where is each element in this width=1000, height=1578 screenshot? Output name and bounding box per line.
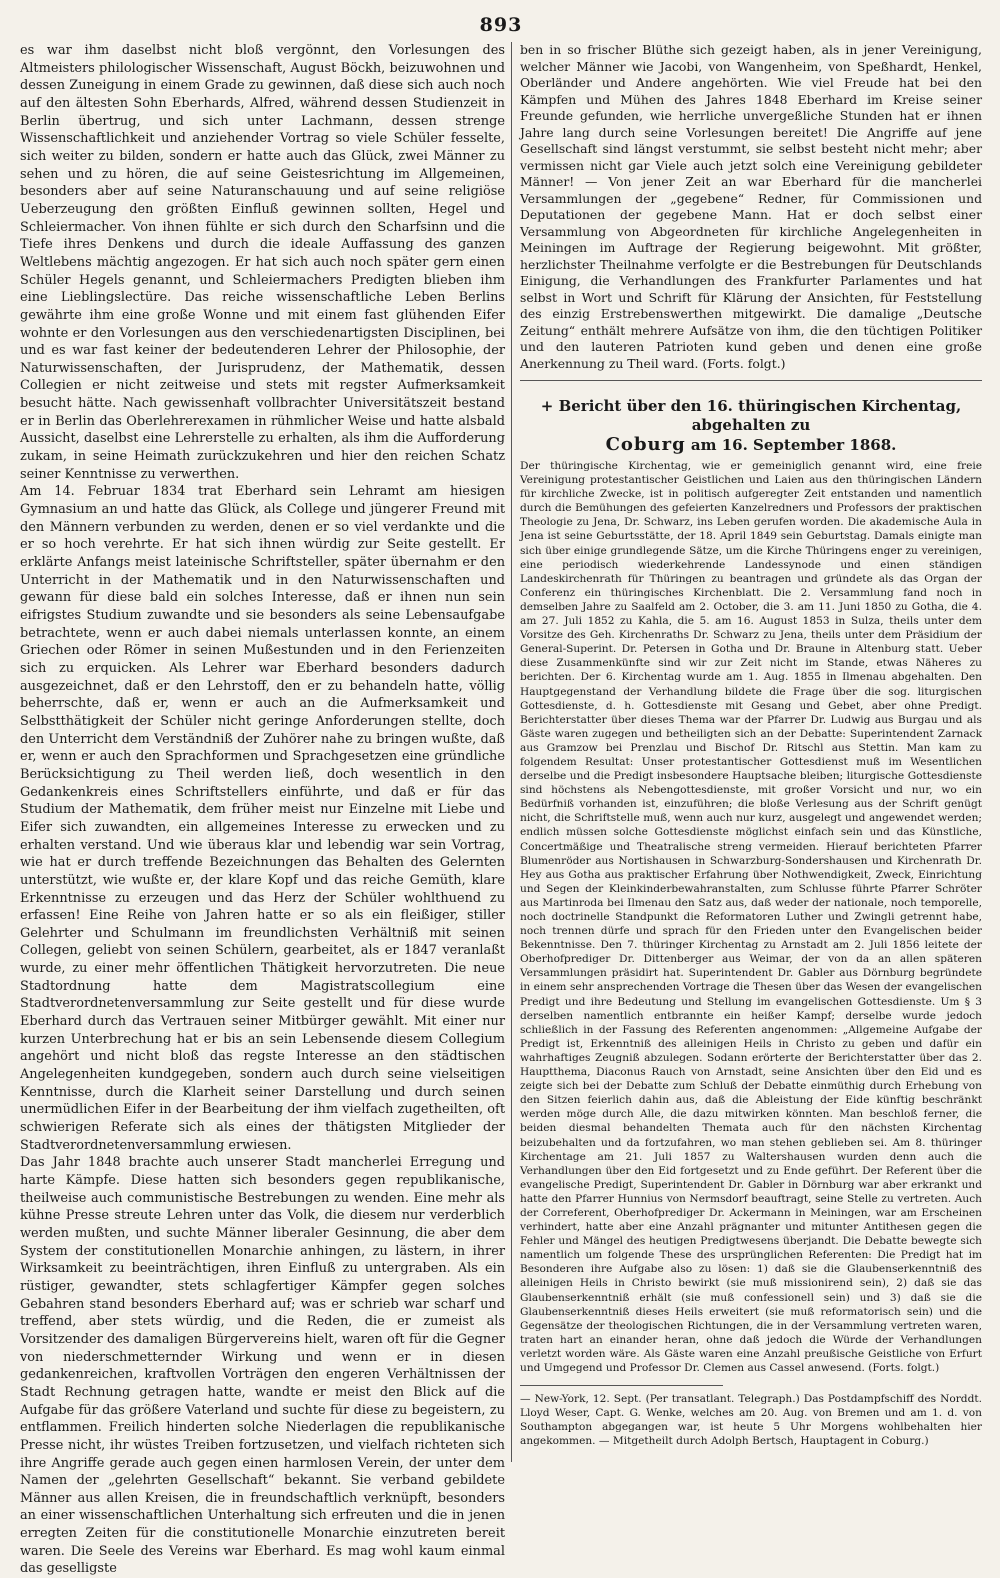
section-divider [520, 380, 982, 381]
report-heading-place: Coburg [605, 434, 686, 455]
left-paragraph-1: es war ihm daselbst nicht bloß vergönnt, den Vorlesungen des Altmeisters philologischer Wissenschaft, August Böckh, beizuwohnen und dessen Zuneigung in einem Grade zu gewinnen, daß diese sich auch noch auf den ältesten Sohn Eberhards, Alfred, während dessen Studienzeit in Berlin übertrug, und sich unter Lachmann, dessen strenge Wissenschaftlichkeit und anziehender Vortrag so viele Schüler fesselte, sich weiter zu bilden, sondern er hatte auch das Glück, zwei Männer zu sehen und zu hören, die auf seine Geistesrichtung im Allgemeinen, besonders aber auf seine Naturanschauung und auf seine religiöse Ueberzeugung den größten Einfluß gewinnen sollten, Hegel und Schleiermacher. Von ihnen fühlte er sich durch den Scharfsinn und die Tiefe ihres Denkens und durch die ideale Auffassung des ganzen Weltlebens mächtig angezogen. Er hat sich auch noch später gern einen Schüler Hegels genannt, und Schleiermachers Predigten blieben ihm eine Lieblingslectüre. Das reiche wissenschaftliche Leben Berlins gewährte ihm eine große Wonne und mit einem fast glühenden Eifer wohnte er den Vorlesungen aus den verschiedenartigsten Disciplinen, bei und es war fast keiner der bedeutenderen Lehrer der Philosophie, der Naturwissenschaften, der Jurisprudenz, der Mathematik, dessen Collegien er nicht zeitweise und stets mit regster Aufmerksamkeit besucht hätte. Nach gewissenhaft vollbrachter Universitätszeit bestand er in Berlin das Oberlehrerexamen in rühmlicher Weise und hatte alsbald Aussicht, daselbst eine Lehrerstelle zu erhalten, als ihm die Aufforderung zukam, in seine Heimath zurückzukehren und hier den reichen Schatz seiner Kenntnisse zu verwerthen. [20, 43, 505, 482]
two-column-layout [20, 42, 982, 1577]
report-heading-date: am 16. September 1868. [690, 436, 897, 454]
report-heading [520, 397, 982, 455]
report-paragraph-1: Der thüringische Kirchentag, wie er gemeiniglich genannt wird, eine freie Vereinigung protestantischer Geistlichen und Laien aus den thüringischen Ländern für kirchliche Zwecke, ist in politisch aufgeregter Zeit entstanden und namentlich durch die Bemühungen des gefeierten Kanzelredners und Professors der praktischen Theologie zu Jena, Dr. Schwarz, ins Leben gerufen worden. Die akademische Aula in Jena ist seine Geburtsstätte, der 18. April 1849 sein Geburtstag. Damals einigte man sich über einige grundlegende Sätze, um die Kirche Thüringens enger zu vereinigen, eine periodisch wiederkehrende Landessynode und einen ständigen Landeskirchenrath für Thüringen zu beantragen und gründete als das Organ der Conferenz ein thüringisches Kirchenblatt. Die 2. Versammlung fand noch in demselben Jahre zu Saalfeld am 2. October, die 3. am 11. Juni 1850 zu Gotha, die 4. am 27. Juli 1852 zu Kahla, die 5. am 16. August 1853 in Sulza, theils unter dem Vorsitze des Geh. Kirchenraths Dr. Schwarz zu Jena, theils unter dem Präsidium der General-Superint. Dr. Petersen in Gotha und Dr. Braune in Altenburg statt. Ueber diese Zusammenkünfte sind wir zur Zeit nicht im Stande, etwas Näheres zu berichten. Der 6. Kirchentag wurde am 1. Aug. 1855 in Ilmenau abgehalten. Den Hauptgegenstand der Verhandlung bildete die Frage über die sog. liturgischen Gottesdienste, d. h. Gottesdienste mit Gesang und Gebet, aber ohne Predigt. Berichterstatter über dieses Thema war der Pfarrer Dr. Ludwig aus Burgau und als Gäste waren zugegen und betheiligten sich an der Debatte: Superintendent Zarnack aus Gramzow bei Prenzlau und Bischof Dr. Ritschl aus Stettin. Man kam zu folgendem Resultat: Unser protestantischer Gottesdienst muß im Wesentlichen derselbe und die Predigt insbesondere Hauptsache bleiben; liturgische Gottesdienste sind höchstens als Nebengottesdienste, mit großer Vorsicht und nur, wo ein Bedürfniß vorhanden ist, einzuführen; die bloße Verlesung aus der Schrift genügt nicht, die Schriftstelle muß, wenn auch nur kurz, ausgelegt und angewendet werden; endlich müssen solche Gottesdienste möglichst einfach sein und das Künstliche, Concertmäßige und Theatralische streng vermeiden. Hierauf berichteten Pfarrer Blumenröder aus Nortishausen in Schwarzburg-Sondershausen und Kirchenrath Dr. Hey aus Gotha aus praktischer Erfahrung über Nothwendigkeit, Zweck, Einrichtung und Segen der Kleinkinderbewahranstalten, zum Schlusse führte Pfarrer Schröter aus Martinroda bei Ilmenau den Satz aus, daß weder der nationale, noch temporelle, noch doctrinelle Standpunkt die Reformatoren Luther und Zwingli getrennt habe, noch trennen dürfe und sprach für den Frieden unter den Evangelischen beider Bekenntnisse. Den 7. thüringer Kirchentag zu Arnstadt am 2. Juli 1856 leitete der Oberhofprediger Dr. Dittenberger aus Weimar, der von da an allen späteren Versammlungen präsidirt hat. Superintendent Dr. Gabler aus Dörnburg begründete in einem sehr ansprechenden Vortrage die Thesen über das Wesen der evangelischen Predigt und ihre Bedeutung und Stellung im evangelischen Gottesdienste. Um § 3 derselben namentlich entbrannte ein heißer Kampf; derselbe wurde jedoch schließlich in der Fassung des Referenten angenommen: „Allgemeine Aufgabe der Predigt ist, Erkenntniß des alleinigen Heils in Christo zu geben und dafür ein wahrhaftiges Zeugniß abzulegen. Sodann erörterte der Berichterstatter über das 2. Hauptthema, Diaconus Rauch von Arnstadt, seine Ansichten über den Eid und es zeigte sich bei der Debatte zum Schluß der Debatte einmüthig durch Erhebung von den Sitzen feierlich dahin aus, daß die Ableistung der Eide künftig beschränkt werden möge durch Alle, die dazu mitwirken könnten. Man beschloß ferner, die beiden diesmal behandelten Themata auch für den nächsten Kirchentag beizubehalten und da fortzufahren, wo man stehen geblieben sei. Am 8. thüringer Kirchentage am 21. Juli 1857 zu Waltershausen wurden denn auch die Verhandlungen über den Eid fortgesetzt und zu Ende geführt. Der Referent über die evangelische Predigt, Superintendent Dr. Gabler in Dörnburg war aber erkrankt und hatte den Pfarrer Hunnius von Nermsdorf beauftragt, seine Stelle zu vertreten. Auch der Correferent, Oberhofprediger Dr. Ackermann in Meiningen, war am Erscheinen verhindert, hatte aber eine Anzahl prägnanter und mitunter Antithesen gegen die Fehler und Mängel des heutigen Predigtwesens überjandt. Die Debatte bewegte sich namentlich um folgende These des ursprünglichen Referenten: Die Predigt hat im Besonderen ihre Aufgabe also zu lösen: 1) daß sie die Glaubenserkenntniß des alleinigen Heils in Christo bewirkt (sie muß missionirend sein), 2) daß sie das Glaubenserkenntniß erhält (sie muß confessionell sein) und 3) daß sie die Glaubenserkenntniß dieses Heils erweitert (sie muß reformatorisch sein) und die Gegensätze der theologischen Richtungen, die in der Versammlung vertreten waren, traten hart an einander heran, ohne daß jedoch die Würde der Verhandlungen verletzt worden wäre. Als Gäste waren eine Anzahl preußische Geistliche von Erfurt und Umgegend und Professor Dr. Clemen aus Cassel anwesend. (Forts. folgt.) [520, 460, 982, 1374]
right-intro-paragraph: ben in so frischer Blüthe sich gezeigt haben, als in jener Vereinigung, welcher Männer wie Jacobi, von Wangenheim, von Speßhardt, Henkel, Oberländer und Andere angehörten. Wie viel Freude hat bei den Kämpfen und Mühen des Jahres 1848 Eberhard im Kreise seiner Freunde gefunden, wie herrliche unvergeßliche Stunden hat er ihnen Jahre lang durch seine Vorlesungen bereitet! Die Angriffe auf jene Gesellschaft sind längst verstummt, sie selbst besteht nicht mehr; aber vermissen nicht gar Viele auch jetzt solch eine Vereinigung gebildeter Männer! — Von jener Zeit an war Eberhard für die mancherlei Versammlungen der „gegebene“ Redner, für Commissionen und Deputationen der gegebene Mann. Hat er doch selbst einer Versammlung von Abgeordneten für kirchliche Angelegenheiten in Meiningen im Auftrage der Regierung beigewohnt. Mit größter, herzlichster Theilnahme verfolgte er die Bestrebungen für Deutschlands Einigung, die Verhandlungen des Frankfurter Parlamentes und hat selbst in Wort und Schrift für Klärung der Ansichten, für Feststellung des einzig Erstrebenswerthen mitgewirkt. Die damalige „Deutsche Zeitung“ enthält mehrere Aufsätze von ihm, die den tüchtigen Politiker und den lauteren Patrioten kund geben und denen eine große Anerkennung zu Theil ward. (Forts. folgt.) [520, 42, 982, 371]
news-item: — New-York, 12. Sept. (Per transatlant. Telegraph.) Das Postdampfschiff des Norddt. Lloyd Weser, Capt. G. Wenke, welches am 20. Aug. von Bremen und am 1. d. von Southampton abgegangen war, ist heute 5 Uhr Morgens wohlbehalten hier angekommen. — Mitgetheilt durch Adolph Bertsch, Hauptagent in Coburg.) [520, 1393, 982, 1448]
left-column [20, 42, 512, 1577]
left-paragraph-2: Am 14. Februar 1834 trat Eberhard sein Lehramt am hiesigen Gymnasium an und hatte das Glück, als College und jüngerer Freund mit den Männern verbunden zu werden, denen er so viel verdankte und die er so hoch verehrte. Er hat sich ihnen würdig zur Seite gestellt. Er erklärte Anfangs meist lateinische Schriftsteller, später übernahm er den Unterricht in der Mathematik und in den Naturwissenschaften und gewann für diese bald ein solches Interesse, daß er ihnen nun sein eifrigstes Studium zuwandte und sie besonders als seine Lebensaufgabe betrachtete, wenn er auch dabei niemals unterlassen konnte, an einem Griechen oder Römer in seinen Mußestunden und in den Ferienzeiten sich zu erquicken. Als Lehrer war Eberhard besonders dadurch ausgezeichnet, daß er den Lehrstoff, den er zu behandeln hatte, völlig beherrschte, daß er, wenn er auch an die Aufmerksamkeit und Selbstthätigkeit der Schüler nicht geringe Anforderungen stellte, doch den Unterricht dem Verständniß der Zuhörer nahe zu bringen wußte, daß er, wenn er auch den Sprachformen und Sprachgesetzen eine gründliche Berücksichtigung zu Theil werden ließ, doch wesentlich in den Gedankenkreis eines Schriftstellers einführte, und daß er für das Studium der Mathematik, dem früher meist nur Einzelne mit Liebe und Eifer sich zuwandten, ein allgemeines Interesse zu erwecken und zu erhalten verstand. Und wie überaus klar und lebendig war sein Vortrag, wie hat er durch treffende Bezeichnungen das Behalten des Gelernten unterstützt, wie wußte er, der klare Kopf und das reiche Gemüth, klare Erkenntnisse zu erzeugen und das Herz der Schüler wohlthuend zu erfassen! Eine Reihe von Jahren hatte er so als ein fleißiger, stiller Gelehrter und Schulmann im freundlichsten Verhältniß mit seinen Collegen, geliebt von seinen Schülern, gearbeitet, als er 1847 veranlaßt wurde, zu einer mehr öffentlichen Thätigkeit hervorzutreten. Die neue Stadtordnung hatte dem Magistratscollegium eine Stadtverordnetenversammlung zur Seite gestellt und für diese wurde Eberhard durch das Vertrauen seiner Mitbürger gewählt. Mit einer nur kurzen Unterbrechung hat er bis an sein Lebensende diesem Collegium angehört und nicht bloß das regste Interesse an den städtischen Angelegenheiten kundgegeben, sondern auch durch seine vielseitigen Kenntnisse, durch die Klarheit seiner Darstellung und durch seinen unermüdlichen Eifer in der Bearbeitung der ihm vielfach zugetheilten, oft schwierigen Referate sich als eines der thätigsten Mitglieder der Stadtverordnetenversammlung erwiesen. [20, 484, 505, 1153]
report-heading-line: + Bericht über den 16. thüringischen Kirchentag, abgehalten zu [540, 397, 962, 434]
right-column [512, 42, 982, 1462]
news-divider [520, 1385, 723, 1386]
left-paragraph-3: Das Jahr 1848 brachte auch unserer Stadt mancherlei Erregung und harte Kämpfe. Diese hatten sich besonders gegen republikanische, theilweise auch communistische Bestrebungen zu wenden. Eine mehr als kühne Presse streute Lehren unter das Volk, die diesem nur verderblich werden mußten, und suchte Männer liberaler Gesinnung, die aber dem System der constitutionellen Monarchie anhingen, zu lästern, in ihrer Wirksamkeit zu beeinträchtigen, ihren Einfluß zu untergraben. Als ein rüstiger, gewandter, stets schlagfertiger Kämpfer gegen solches Gebahren stand besonders Eberhard auf; was er schrieb war scharf und treffend, aber stets würdig, und die Reden, die er zumeist als Vorsitzender des damaligen Bürgervereins hielt, waren oft für die Gegner von niederschmetternder Wirkung und wenn er in diesen gedankenreichen, kraftvollen Vorträgen den engeren Verhältnissen der Stadt Rechnung getragen hatte, wandte er meist den Blick auf die Aufgabe für das größere Vaterland und suchte für diese zu begeistern, zu entflammen. Freilich hinderten solche Niederlagen die republikanische Presse nicht, ihr wüstes Treiben fortzusetzen, und vielfach richteten sich ihre Angriffe gerade auch gegen einen harmlosen Verein, der unter dem Namen der „gelehrten Gesellschaft“ bekannt. Sie verband gebildete Männer aus allen Kreisen, die in freundschaftlich verknüpft, besonders an einer wissenschaftlichen Unterhaltung sich erfreuten und die in jenen erregten Zeiten für die constitutionelle Monarchie einzutreten bereit waren. Die Seele des Vereins war Eberhard. Es mag wohl kaum einmal das geselligste [20, 1155, 505, 1577]
page-number: 893 [479, 14, 523, 36]
